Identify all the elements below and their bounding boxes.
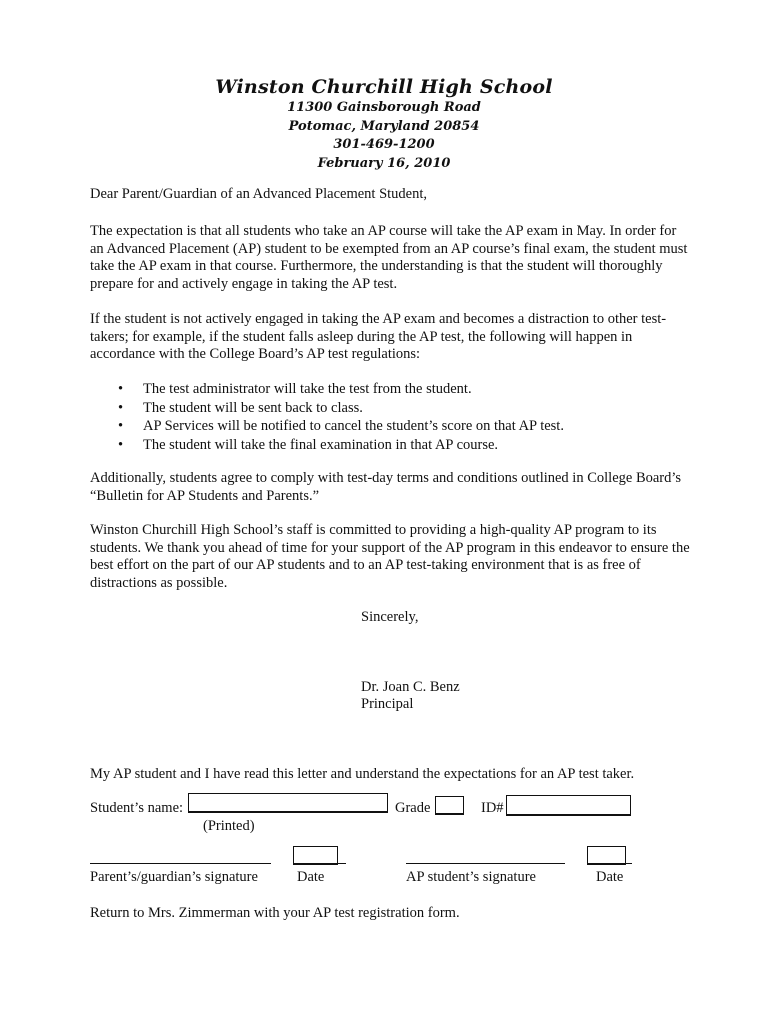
list-item: • The student will take the final examination in that AP course.: [118, 436, 564, 455]
paragraph-expectation: [90, 223, 690, 293]
student-name-label: Student’s name:: [90, 800, 184, 816]
list-item: • AP Services will be notified to cancel the student’s score on that AP test.: [118, 417, 564, 436]
paragraph-distraction: [90, 311, 690, 364]
salutation: Dear Parent/Guardian of an Advanced Placement Student,: [90, 186, 428, 202]
grade-field[interactable]: [435, 796, 464, 815]
paragraph-expectation-text: The expectation is that all students who take an AP course will take the AP exam in May. In order for an Advanced Placement (AP) student to be exempted from an AP course’s final exam, the student must take the AP exam in that course. Furthermore, the understanding is that the student will thoroughly prepare for and actively engage in taking the AP test.: [90, 223, 688, 292]
paragraph-terms-text: Additionally, students agree to comply with test-day terms and conditions outlined in College Board’s “Bulletin for AP Students and Parents.”: [90, 470, 682, 504]
paragraph-distraction-text: If the student is not actively engaged in taking the AP exam and becomes a distraction to other test-takers; for example, if the student falls asleep during the AP test, the following will happen in accordance with the College Board’s AP test regulations:: [90, 311, 667, 362]
student-date-underline: [626, 863, 632, 864]
list-item: • The test administrator will take the test from the student.: [118, 380, 564, 399]
closing: Sincerely,: [361, 609, 419, 625]
student-date-label: Date: [596, 869, 624, 885]
paragraph-commitment: [90, 522, 690, 592]
letter-date: February 16, 2010: [317, 156, 451, 171]
paragraph-commitment-text: Winston Churchill High School’s staff is committed to providing a high-quality AP program to its students. We thank you ahead of time for your support of the AP program in this endeavor to ensure the best effort on the part of our AP students and to an AP test-taking environment that is as free of distractions as possible.: [90, 522, 690, 591]
id-field[interactable]: [506, 795, 631, 816]
signer-title: Principal: [361, 696, 414, 712]
signer-name: Dr. Joan C. Benz: [361, 679, 460, 695]
student-name-field[interactable]: [188, 793, 388, 813]
acknowledgement-text: My AP student and I have read this letter and understand the expectations for an AP test taker.: [90, 766, 635, 782]
parent-signature-label: Parent’s/guardian’s signature: [90, 869, 258, 885]
school-address: 11300 Gainsborough Road: [287, 100, 481, 115]
grade-label: Grade: [395, 800, 431, 816]
student-signature-label: AP student’s signature: [406, 869, 536, 885]
school-name: Winston Churchill High School: [215, 76, 553, 98]
parent-date-label: Date: [297, 869, 325, 885]
id-label: ID#: [481, 800, 504, 816]
return-note: Return to Mrs. Zimmerman with your AP test registration form.: [90, 905, 460, 921]
parent-signature-line[interactable]: [90, 863, 271, 864]
school-city: Potomac, Maryland 20854: [288, 119, 480, 134]
paragraph-terms: [90, 470, 690, 505]
student-signature-line[interactable]: [406, 863, 565, 864]
printed-label: (Printed): [203, 818, 255, 834]
list-item: • The student will be sent back to class.: [118, 399, 564, 418]
student-date-field[interactable]: [587, 846, 626, 865]
consequences-list: [118, 380, 564, 454]
school-phone: 301-469-1200: [333, 137, 435, 152]
parent-date-field[interactable]: [293, 846, 338, 865]
parent-date-underline: [338, 863, 346, 864]
